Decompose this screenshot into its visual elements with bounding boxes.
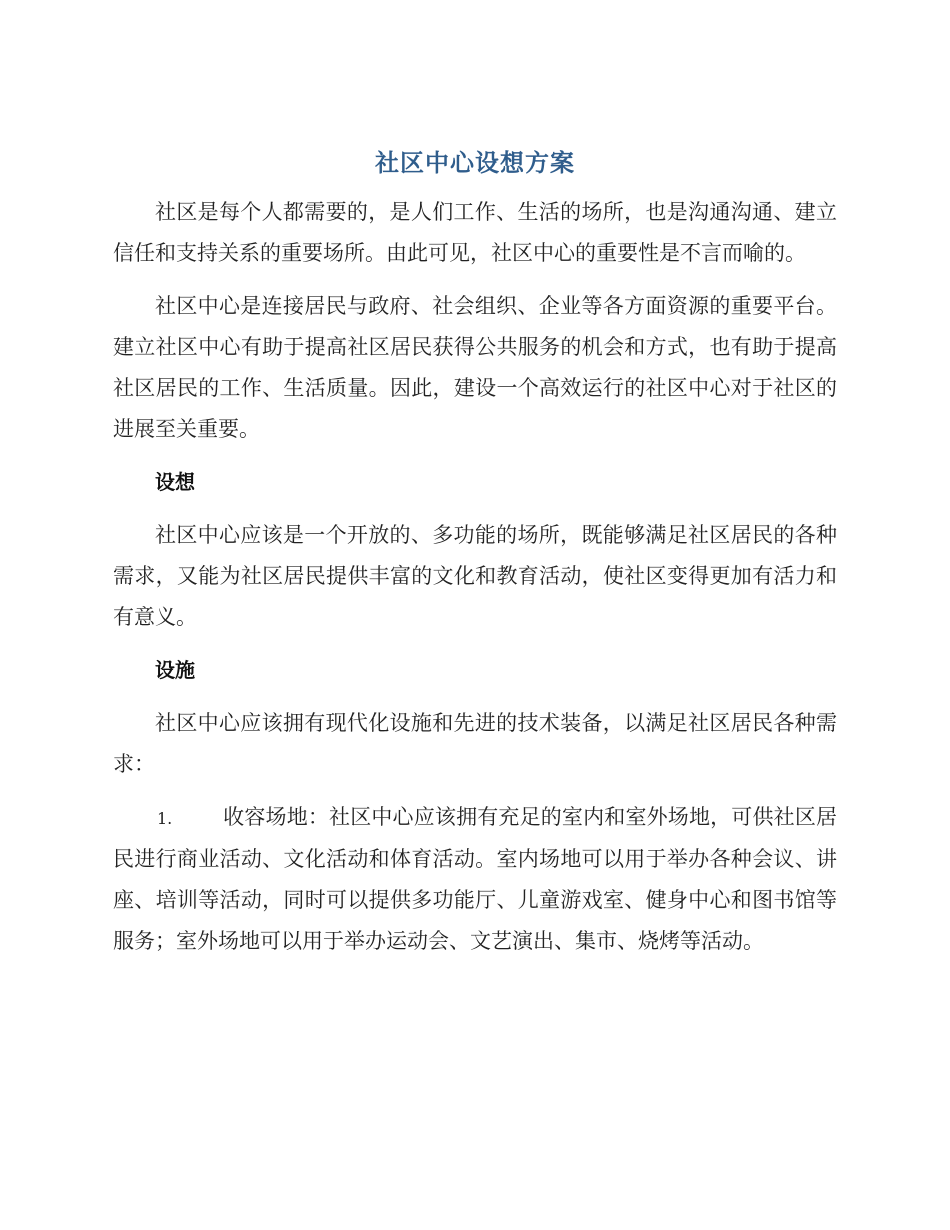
intro-paragraph-2: 社区中心是连接居民与政府、社会组织、企业等各方面资源的重要平台。建立社区中心有助于提高社区居民获得公共服务的机会和方式，也有助于提高社区居民的工作、生活质量。因此，建设一个高效运行的社区中心对于社区的进展至关重要。 — [113, 294, 837, 441]
document-title: 社区中心设想方案 — [375, 149, 575, 177]
intro-paragraph-1: 社区是每个人都需要的，是人们工作、生活的场所，也是沟通沟通、建立信任和支持关系的重要场所。由此可见，社区中心的重要性是不言而喻的。 — [113, 200, 837, 265]
facilities-paragraph: 社区中心应该拥有现代化设施和先进的技术装备，以满足社区居民各种需求： — [113, 711, 837, 776]
list-item-number: 1. — [157, 809, 173, 828]
list-item — [113, 797, 837, 962]
vision-paragraph: 社区中心应该是一个开放的、多功能的场所，既能够满足社区居民的各种需求，又能为社区居民提供丰富的文化和教育活动，使社区变得更加有活力和有意义。 — [113, 523, 837, 629]
section-heading-vision: 设想 — [155, 470, 195, 494]
list-item-text: 收容场地：社区中心应该拥有充足的室内和室外场地，可供社区居民进行商业活动、文化活动和体育活动。室内场地可以用于举办各种会议、讲座、培训等活动，同时可以提供多功能厅、儿童游戏室、健身中心和图书馆等服务；室外场地可以用于举办运动会、文艺演出、集市、烧烤等活动。 — [113, 805, 837, 953]
document-page — [113, 144, 837, 962]
section-heading-facilities: 设施 — [155, 658, 195, 682]
